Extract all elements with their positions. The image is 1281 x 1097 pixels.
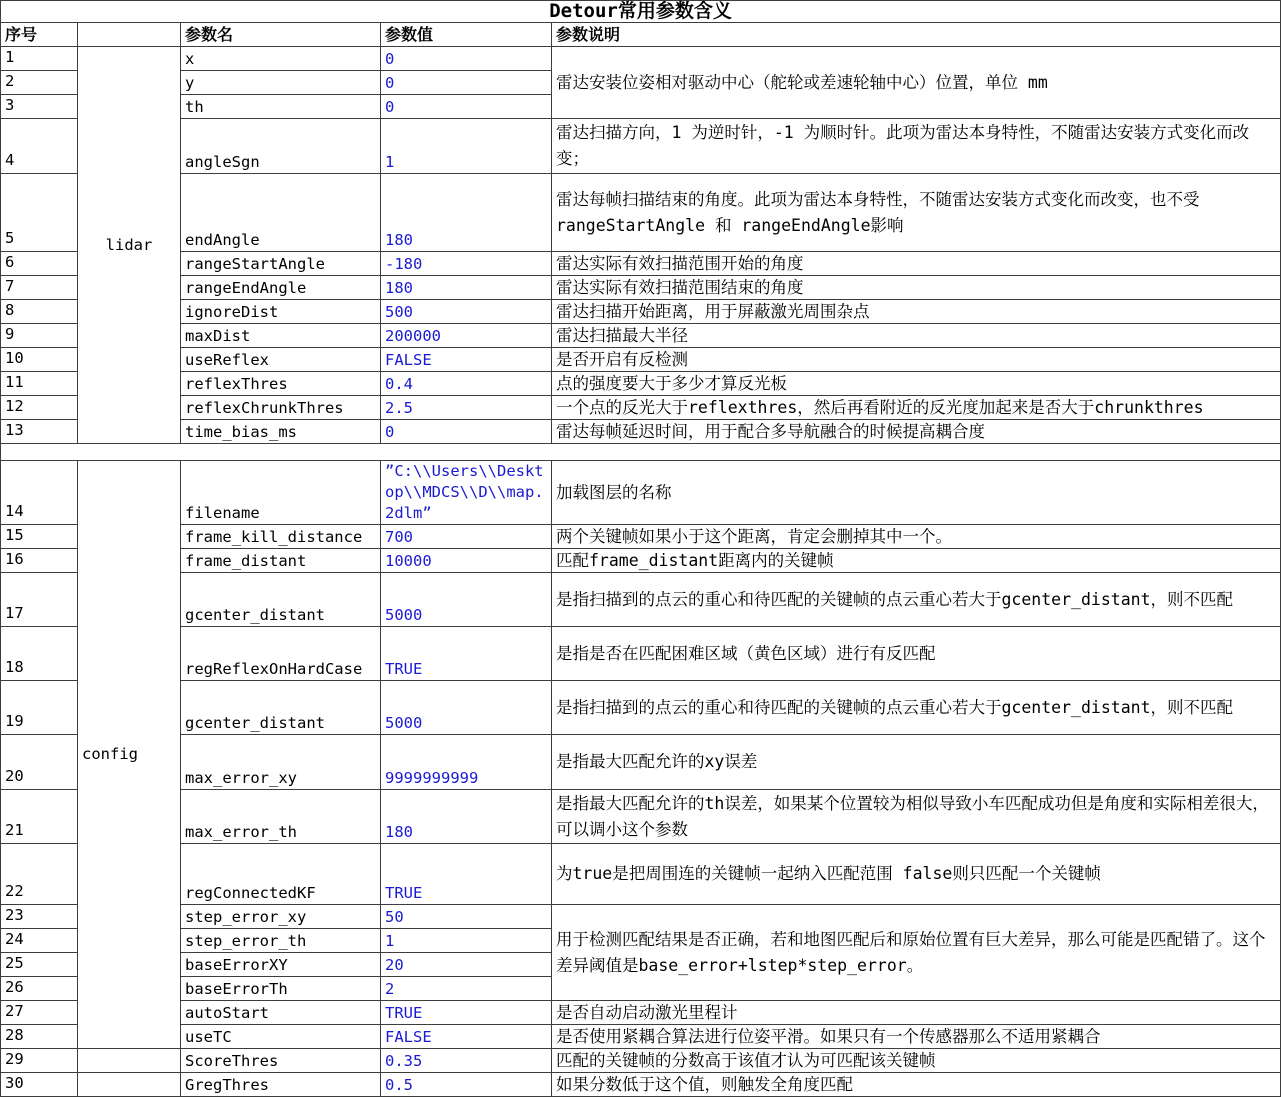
param-name: regConnectedKF: [181, 844, 381, 905]
table-row: [1, 461, 1281, 525]
col-header-value: 参数值: [381, 23, 552, 47]
table-row: [1, 174, 1281, 252]
param-value: 180: [381, 790, 552, 844]
param-name: x: [181, 47, 381, 71]
param-name: reflexThres: [181, 372, 381, 396]
param-desc: 雷达扫描最大半径: [552, 324, 1281, 348]
param-name: reflexChrunkThres: [181, 396, 381, 420]
param-desc: 是否使用紧耦合算法进行位姿平滑。如果只有一个传感器那么不适用紧耦合: [552, 1025, 1281, 1049]
param-value: 0.5: [381, 1073, 552, 1097]
param-desc: 匹配的关键帧的分数高于该值才认为可匹配该关键帧: [552, 1049, 1281, 1073]
param-desc: 两个关键帧如果小于这个距离，肯定会删掉其中一个。: [552, 525, 1281, 549]
row-no: 21: [1, 790, 78, 844]
param-name: gcenter_distant: [181, 573, 381, 627]
row-no: 11: [1, 372, 78, 396]
table-row: [1, 372, 1281, 396]
param-desc: 雷达扫描方向，1 为逆时针，-1 为顺时针。此项为雷达本身特性，不随雷达安装方式变化而改变；: [552, 119, 1281, 174]
param-desc: 是指最大匹配允许的xy误差: [552, 735, 1281, 790]
param-value: 10000: [381, 549, 552, 573]
row-no: 3: [1, 95, 78, 119]
table-row: [1, 47, 1281, 71]
table-row: [1, 348, 1281, 372]
param-value: 0: [381, 47, 552, 71]
table-header-row: [1, 23, 1281, 47]
param-value: 50: [381, 905, 552, 929]
param-name: ignoreDist: [181, 300, 381, 324]
table-row: [1, 573, 1281, 627]
param-desc: 是指扫描到的点云的重心和待匹配的关键帧的点云重心若大于gcenter_distant，则不匹配: [552, 573, 1281, 627]
table-row: [1, 844, 1281, 905]
param-value: 5000: [381, 681, 552, 735]
param-value: 700: [381, 525, 552, 549]
param-name: max_error_xy: [181, 735, 381, 790]
row-no: 18: [1, 627, 78, 681]
row-no: 17: [1, 573, 78, 627]
param-name: useTC: [181, 1025, 381, 1049]
table-row: [1, 252, 1281, 276]
param-name: max_error_th: [181, 790, 381, 844]
row-no: 10: [1, 348, 78, 372]
table-row: [1, 1049, 1281, 1073]
table-row: [1, 1001, 1281, 1025]
table-row: [1, 905, 1281, 929]
row-no: 13: [1, 420, 78, 444]
row-no: 27: [1, 1001, 78, 1025]
param-value: 5000: [381, 573, 552, 627]
param-value: -180: [381, 252, 552, 276]
param-desc: 雷达每帧扫描结束的角度。此项为雷达本身特性，不随雷达安装方式变化而改变，也不受 rangeStartAngle 和 rangeEndAngle影响: [552, 174, 1281, 252]
param-desc: 加载图层的名称: [552, 461, 1281, 525]
row-no: 23: [1, 905, 78, 929]
param-value: 20: [381, 953, 552, 977]
table-row: [1, 420, 1281, 444]
table-row: [1, 396, 1281, 420]
param-desc: 雷达每帧延迟时间，用于配合多导航融合的时候提高耦合度: [552, 420, 1281, 444]
param-name: th: [181, 95, 381, 119]
row-no: 15: [1, 525, 78, 549]
param-value: ”C:\\Users\\Desktop\\MDCS\\D\\map.2dlm”: [381, 461, 552, 525]
param-name: filename: [181, 461, 381, 525]
param-name: step_error_th: [181, 929, 381, 953]
param-desc: 雷达实际有效扫描范围结束的角度: [552, 276, 1281, 300]
param-desc: 点的强度要大于多少才算反光板: [552, 372, 1281, 396]
param-value: 2.5: [381, 396, 552, 420]
row-no: 6: [1, 252, 78, 276]
row-no: 7: [1, 276, 78, 300]
row-no: 8: [1, 300, 78, 324]
row-no: 2: [1, 71, 78, 95]
param-desc: 是指是否在匹配困难区域（黄色区域）进行有反匹配: [552, 627, 1281, 681]
param-desc: 如果分数低于这个值，则触发全角度匹配: [552, 1073, 1281, 1097]
row-no: 28: [1, 1025, 78, 1049]
param-desc: 是指扫描到的点云的重心和待匹配的关键帧的点云重心若大于gcenter_distant，则不匹配: [552, 681, 1281, 735]
param-name: autoStart: [181, 1001, 381, 1025]
row-no: 14: [1, 461, 78, 525]
param-name: frame_kill_distance: [181, 525, 381, 549]
table-row: [1, 681, 1281, 735]
separator-cell: [1, 444, 1281, 461]
param-name: gcenter_distant: [181, 681, 381, 735]
param-name: time_bias_ms: [181, 420, 381, 444]
page-title: Detour常用参数含义: [1, 1, 1281, 23]
group-cell-lidar: lidar: [78, 47, 181, 444]
param-desc: 雷达安装位姿相对驱动中心（舵轮或差速轮轴中心）位置，单位 mm: [552, 47, 1281, 119]
table-row: [1, 119, 1281, 174]
param-name: regReflexOnHardCase: [181, 627, 381, 681]
param-name: rangeEndAngle: [181, 276, 381, 300]
param-value: 0.35: [381, 1049, 552, 1073]
param-desc: 用于检测匹配结果是否正确，若和地图匹配后和原始位置有巨大差异，那么可能是匹配错了。这个差异阈值是base_error+lstep*step_error。: [552, 905, 1281, 1001]
param-value: TRUE: [381, 1001, 552, 1025]
row-no: 5: [1, 174, 78, 252]
param-value: 0: [381, 71, 552, 95]
table-row: [1, 525, 1281, 549]
param-name: baseErrorXY: [181, 953, 381, 977]
row-no: 29: [1, 1049, 78, 1073]
table-row: [1, 276, 1281, 300]
col-header-name: 参数名: [181, 23, 381, 47]
param-value: 180: [381, 276, 552, 300]
param-desc: 雷达实际有效扫描范围开始的角度: [552, 252, 1281, 276]
param-value: 500: [381, 300, 552, 324]
param-value: 2: [381, 977, 552, 1001]
table-row: [1, 549, 1281, 573]
param-desc: 是否开启有反检测: [552, 348, 1281, 372]
param-value: 0: [381, 95, 552, 119]
col-header-no: 序号: [1, 23, 78, 47]
table-row: [1, 1073, 1281, 1097]
table-row: [1, 1025, 1281, 1049]
param-name: ScoreThres: [181, 1049, 381, 1073]
param-name: frame_distant: [181, 549, 381, 573]
section-separator-row: [1, 444, 1281, 461]
row-no: 9: [1, 324, 78, 348]
group-cell-empty: [78, 1049, 181, 1073]
param-value: FALSE: [381, 1025, 552, 1049]
param-value: 0.4: [381, 372, 552, 396]
table-row: [1, 1, 1281, 23]
param-name: maxDist: [181, 324, 381, 348]
table-row: [1, 790, 1281, 844]
row-no: 30: [1, 1073, 78, 1097]
param-value: 0: [381, 420, 552, 444]
row-no: 19: [1, 681, 78, 735]
row-no: 4: [1, 119, 78, 174]
param-name: endAngle: [181, 174, 381, 252]
table-row: [1, 627, 1281, 681]
param-name: angleSgn: [181, 119, 381, 174]
table-row: [1, 324, 1281, 348]
param-name: rangeStartAngle: [181, 252, 381, 276]
param-name: useReflex: [181, 348, 381, 372]
param-desc: 匹配frame_distant距离内的关键帧: [552, 549, 1281, 573]
param-value: 180: [381, 174, 552, 252]
col-header-group: [78, 23, 181, 47]
param-value: 9999999999: [381, 735, 552, 790]
param-name: baseErrorTh: [181, 977, 381, 1001]
row-no: 16: [1, 549, 78, 573]
row-no: 24: [1, 929, 78, 953]
table-row: [1, 735, 1281, 790]
param-desc: 一个点的反光大于reflexthres，然后再看附近的反光度加起来是否大于chrunkthres: [552, 396, 1281, 420]
group-cell-config: config: [78, 461, 181, 1049]
param-value: 200000: [381, 324, 552, 348]
group-cell-empty: [78, 1073, 181, 1097]
row-no: 20: [1, 735, 78, 790]
param-desc: 是指最大匹配允许的th误差，如果某个位置较为相似导致小车匹配成功但是角度和实际相差很大，可以调小这个参数: [552, 790, 1281, 844]
row-no: 12: [1, 396, 78, 420]
table-row: [1, 300, 1281, 324]
param-value: 1: [381, 929, 552, 953]
col-header-desc: 参数说明: [552, 23, 1281, 47]
row-no: 26: [1, 977, 78, 1001]
param-value: TRUE: [381, 844, 552, 905]
param-value: TRUE: [381, 627, 552, 681]
param-name: y: [181, 71, 381, 95]
param-name: step_error_xy: [181, 905, 381, 929]
row-no: 25: [1, 953, 78, 977]
param-value: 1: [381, 119, 552, 174]
param-value: FALSE: [381, 348, 552, 372]
row-no: 22: [1, 844, 78, 905]
param-name: GregThres: [181, 1073, 381, 1097]
param-desc: 为true是把周围连的关键帧一起纳入匹配范围 false则只匹配一个关键帧: [552, 844, 1281, 905]
row-no: 1: [1, 47, 78, 71]
param-desc: 雷达扫描开始距离，用于屏蔽激光周围杂点: [552, 300, 1281, 324]
param-desc: 是否自动启动激光里程计: [552, 1001, 1281, 1025]
